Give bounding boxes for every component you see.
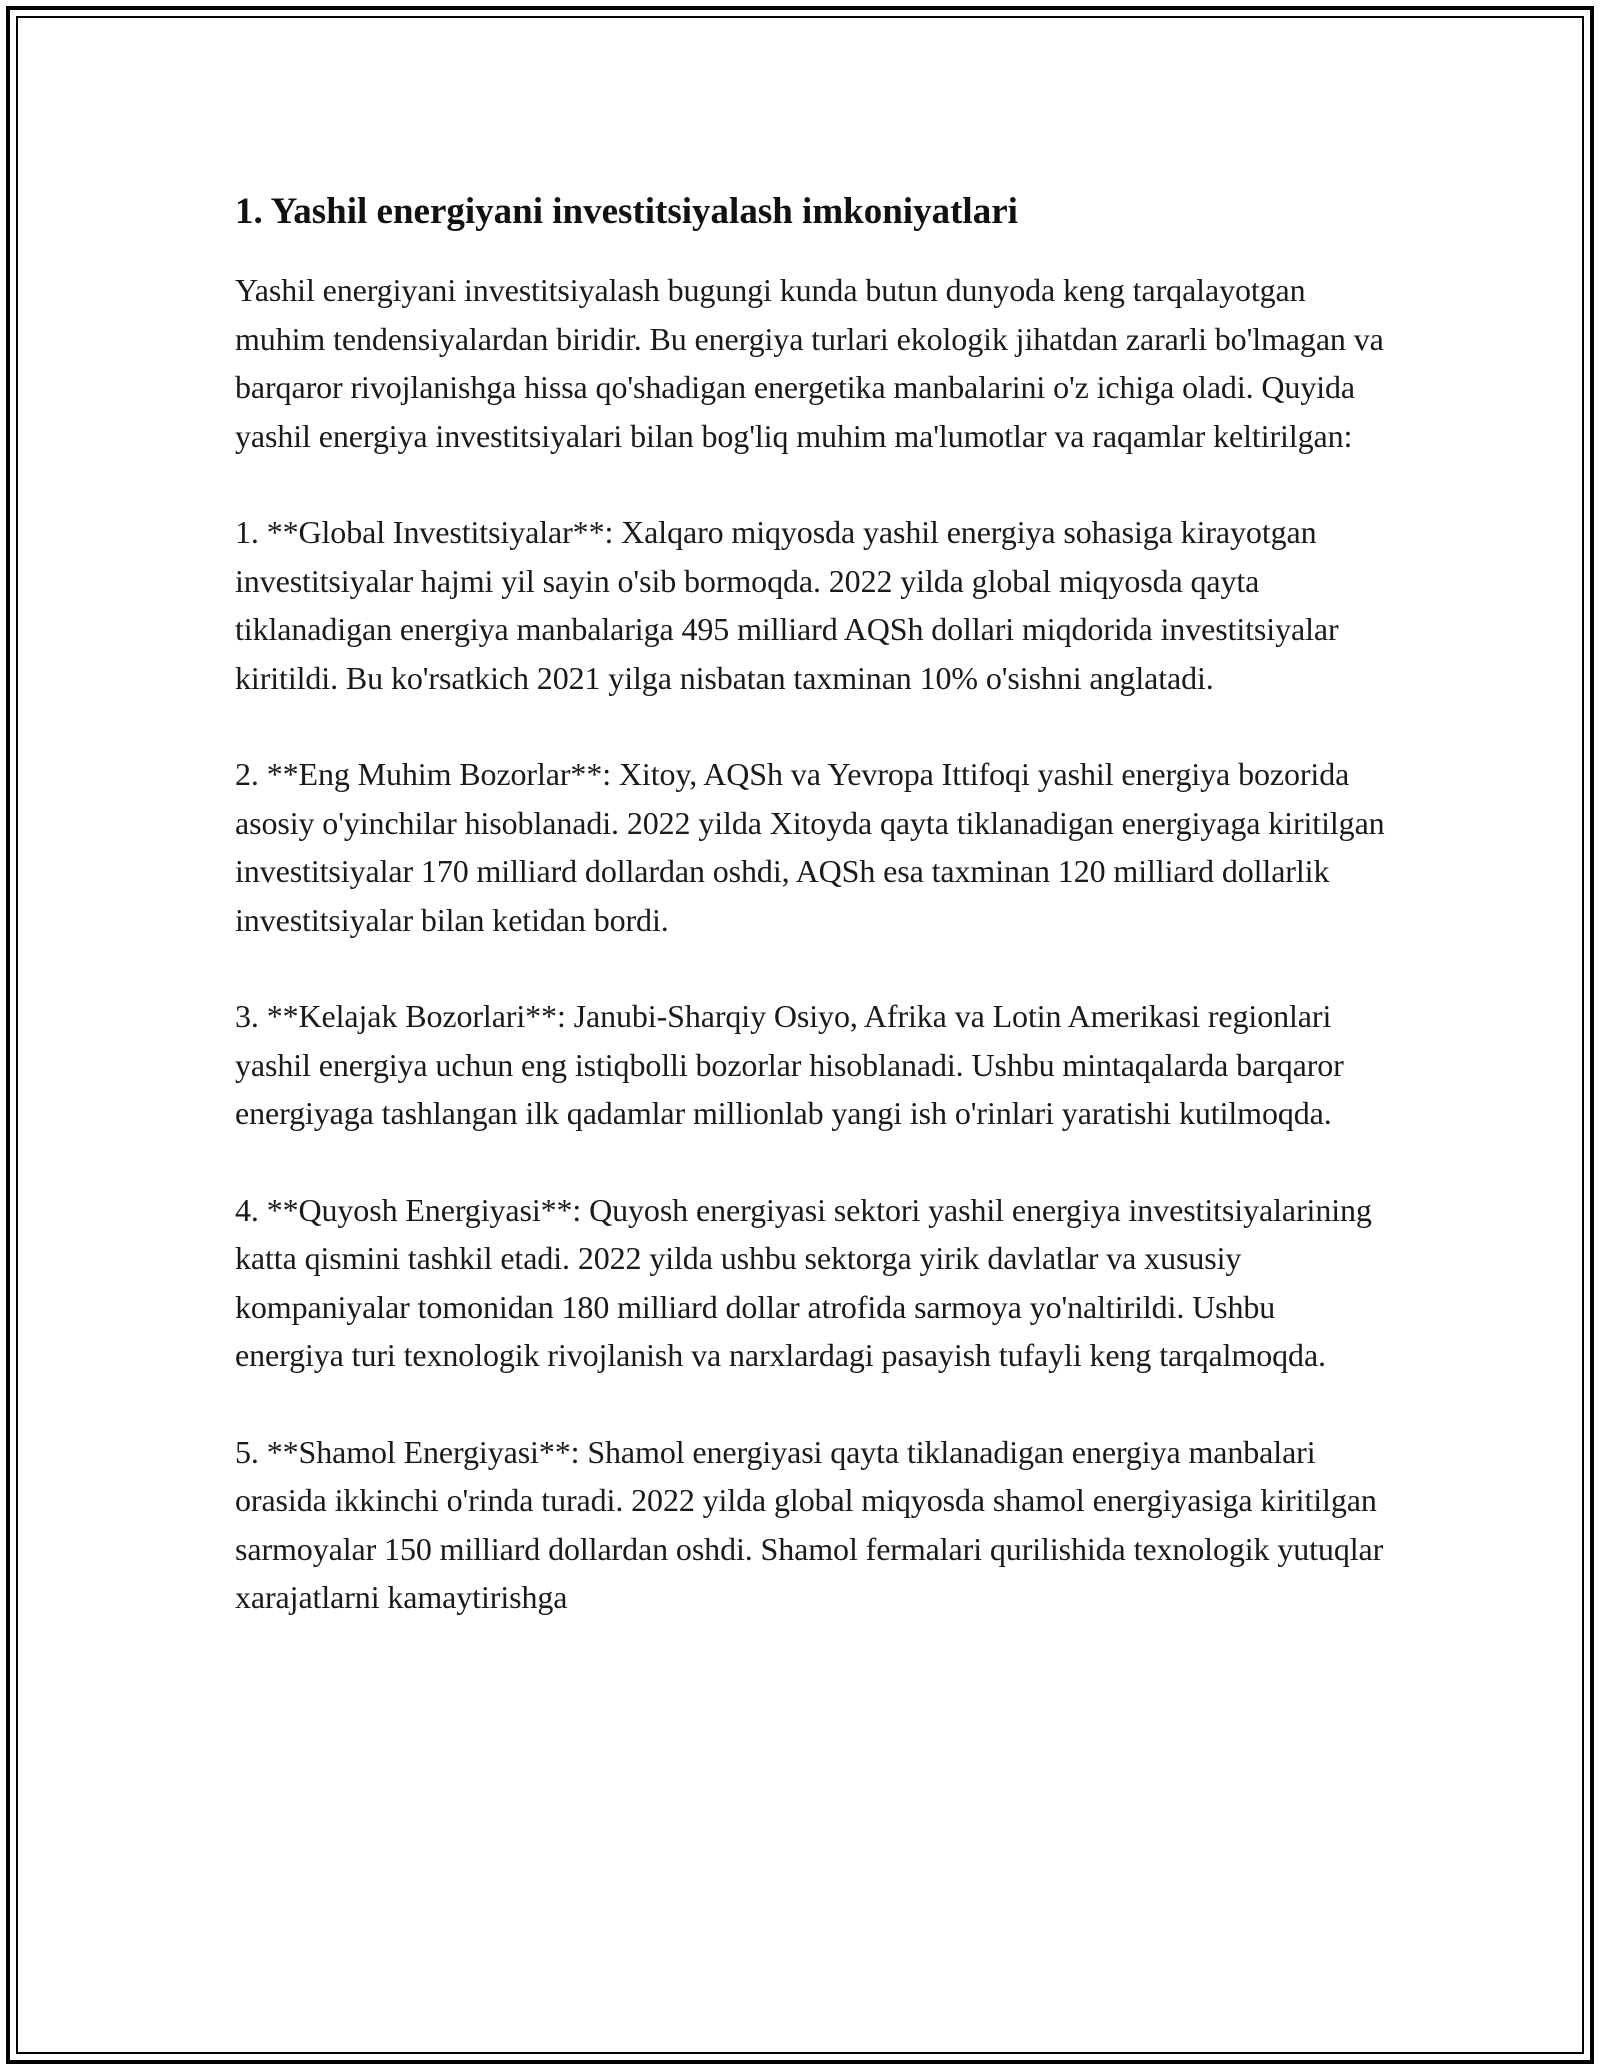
document-body (235, 186, 1385, 1670)
list-item-future-markets: 3. **Kelajak Bozorlari**: Janubi-Sharqiy Osiyo, Afrika va Lotin Amerikasi regionlari yashil energiya uchun eng istiqbolli bozorlar hisoblanadi. Ushbu mintaqalarda barqaror energiyaga tashlangan ilk qadamlar millionlab yangi ish o'rinlari yaratishi kutilmoqda. (235, 998, 1344, 1131)
list-item-solar-energy: 4. **Quyosh Energiyasi**: Quyosh energiyasi sektori yashil energiya investitsiyalarining katta qismini tashkil etadi. 2022 yilda ushbu sektorga yirik davlatlar va xususiy kompaniyalar tomonidan 180 milliard dollar atrofida sarmoya yo'naltirildi. Ushbu energiya turi texnologik rivojlanish va narxlardagi pasayish tufayli keng tarqalmoqda. (235, 1191, 1372, 1373)
document-title: 1. Yashil energiyani investitsiyalash imkoniyatlari (235, 191, 1018, 232)
list-item-global-investments: 1. **Global Investitsiyalar**: Xalqaro miqyosda yashil energiya sohasiga kirayotgan investitsiyalar hajmi yil sayin o'sib bormoqda. 2022 yilda global miqyosda qayta tiklanadigan energiya manbalariga 495 milliard AQSh dollari miqdorida investitsiyalar kiritildi. Bu ko'rsatkich 2021 yilga nisbatan taxminan 10% o'sishni anglatadi. (235, 514, 1339, 696)
list-item-wind-energy: 5. **Shamol Energiyasi**: Shamol energiyasi qayta tiklanadigan energiya manbalari orasida ikkinchi o'rinda turadi. 2022 yilda global miqyosda shamol energiyasiga kiritilgan sarmoyalar 150 milliard dollardan oshdi. Shamol fermalari qurilishida texnologik yutuqlar xarajatlarni kamaytirishga (235, 1433, 1384, 1615)
list-item-key-markets: 2. **Eng Muhim Bozorlar**: Xitoy, AQSh va Yevropa Ittifoqi yashil energiya bozorida asosiy o'yinchilar hisoblanadi. 2022 yilda Xitoyda qayta tiklanadigan energiyaga kiritilgan investitsiyalar 170 milliard dollardan oshdi, AQSh esa taxminan 120 milliard dollarlik investitsiyalar bilan ketidan bordi. (235, 756, 1385, 938)
intro-paragraph: Yashil energiyani investitsiyalash bugungi kunda butun dunyoda keng tarqalayotgan muhim tendensiyalardan biridir. Bu energiya turlari ekologik jihatdan zararli bo'lmagan va barqaror rivojlanishga hissa qo'shadigan energetika manbalarini o'z ichiga oladi. Quyida yashil energiya investitsiyalari bilan bog'liq muhim ma'lumotlar va raqamlar keltirilgan: (235, 272, 1384, 454)
